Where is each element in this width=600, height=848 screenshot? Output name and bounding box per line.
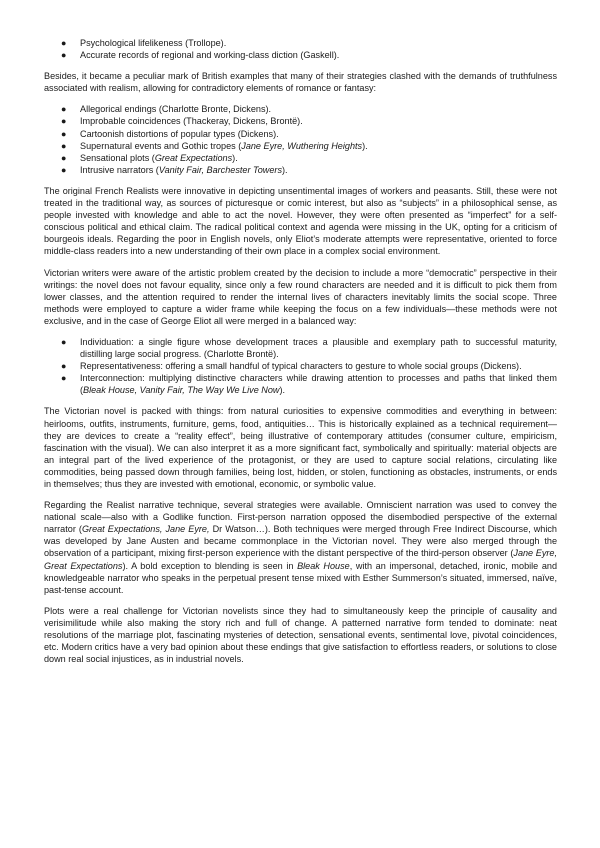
paragraph-things: The Victorian novel is packed with things: from natural curiosities to expensive commodities and everything in between: heirlooms, outfits, instruments, furniture, gems, food, antiquities… This is historically explained as a technical requirement—they are devices to create a “reality effect”, being illustrative of contemporary attitudes (consumer culture, empiricism, fascination with the visual). We can also interpret it as a more significant fact, symbolically and spiritually: material objects are an integral part of the lived experience of the protagonist, or they are used to capture social relations, circulating like commodities, being passed down through families, being lost, hidden, or stolen, functioning as obstacles, instruments, or ends in themselves; thus they are invested with emotional, economic, or symbolic value. — [44, 406, 557, 489]
methods-list — [44, 336, 557, 396]
paragraph-romance-elements: Besides, it became a peculiar mark of British examples that many of their strategies clashed with the demands of truthfulness associated with realism, allowing for contradictory elements of romance or fantasy: — [44, 71, 557, 94]
list-item: ● Intrusive narrators (Vanity Fair, Barchester Towers). — [61, 164, 288, 175]
bullet-icon: ● — [61, 361, 67, 372]
list-item: ● Accurate records of regional and working-class diction (Gaskell). — [61, 50, 340, 61]
bullet-icon: ● — [61, 128, 67, 139]
paragraph-french-realists: The original French Realists were innovative in depicting unsentimental images of workers and peasants. Still, these were not treated in the traditional way, as sources of picturesque or comic interest, but also as “subjects” in a philosophical sense, as people invested with knowledge and able to act the novel. However, they were often presented as “imperfect” for a self-conscious political and ethical claim. The radical political context and agenda were missing in the UK, opting for a criticism of bourgeois ideals. Regarding the poor in English novels, only Eliot’s moderate attempts were representative, oriented to force middle-class readers into a new understanding of their own place in a complex social environment. — [44, 185, 557, 257]
bullet-icon: ● — [61, 140, 67, 151]
realism-traits-list — [44, 37, 557, 61]
paragraph-narrative-technique: Regarding the Realist narrative technique, several strategies were available. Omniscient narration was used to convey the national scale—also with a Godlike function. First-person narration opposed the disembodied perspective of the external narrator (Great Expectations, Jane Eyre, Dr Watson…). Both techniques were merged through Free Indirect Discourse, which was developed by Jane Austen and became commonplace in the Victorian novel. They were also merged through the observation of a participant, mixing first-person experience with the distant perspective of the third-person observer (Jane Eyre, Great Expectations). A bold exception to blending is seen in Bleak House, with an impersonal, detached, ironic, mobile and knowledgeable narrator who speaks in the perpetual present tense mixed with Esther Summerson’s situated, immersed, naïve, past-tense account. — [44, 500, 558, 595]
list-item: ● Sensational plots (Great Expectations). — [61, 152, 238, 163]
romance-elements-list — [44, 103, 557, 176]
bullet-icon: ● — [61, 164, 67, 175]
bullet-icon: ● — [61, 50, 67, 61]
bullet-icon: ● — [61, 373, 67, 384]
bullet-icon: ● — [61, 104, 67, 115]
list-item: ● Allegorical endings (Charlotte Bronte, Dickens). — [61, 104, 272, 115]
list-item: ● Psychological lifelikeness (Trollope). — [61, 38, 227, 48]
paragraph-plots: Plots were a real challenge for Victorian novelists since they had to simultaneously keep the principle of causality and verisimilitude while also making the story rich and full of change. A patterned narrative form tended to dominate: neat resolutions of the marriage plot, fascinating mysteries of detection, sensational events, sentimental love, pivotal coincidences, etc. Modern critics have a very bad opinion about these endings that give satisfaction to effortless readers, or solutions to close down real social injustices, as in industrial novels. — [44, 605, 557, 665]
bullet-icon: ● — [61, 116, 67, 127]
list-item: ● Improbable coincidences (Thackeray, Dickens, Brontë). — [61, 116, 303, 127]
list-item: ● Interconnection: multiplying distinctive characters while drawing attention to processes and paths that linked them (Bleak House, Vanity Fair, The Way We Live Now). — [61, 373, 557, 396]
bullet-icon: ● — [61, 38, 67, 48]
bullet-icon: ● — [61, 152, 67, 163]
list-item: ● Cartoonish distortions of popular types (Dickens). — [61, 128, 279, 139]
bullet-icon: ● — [61, 336, 67, 347]
list-item: ● Individuation: a single figure whose development traces a plausible and exemplary path to successful maturity, distilling large social progress. (Charlotte Brontë). — [61, 336, 557, 360]
list-item: ● Supernatural events and Gothic tropes (Jane Eyre, Wuthering Heights). — [61, 140, 368, 151]
paragraph-democratic-perspective: Victorian writers were aware of the artistic problem created by the decision to include a more “democratic” perspective in their writings: the novel does not favour equality, since only a few round characters are needed and it is difficult to pick them from lower classes, and the attention required to render the internal lives of characters inevitably limits the social scope. Three methods were employed to capture a wider frame while keeping the focus on a few individuals—these methods were not exclusive, and in the case of George Eliot all were merged in a balanced way: — [44, 267, 557, 326]
list-item: ● Representativeness: offering a small handful of typical characters to gesture to whole social groups (Dickens). — [61, 361, 522, 372]
